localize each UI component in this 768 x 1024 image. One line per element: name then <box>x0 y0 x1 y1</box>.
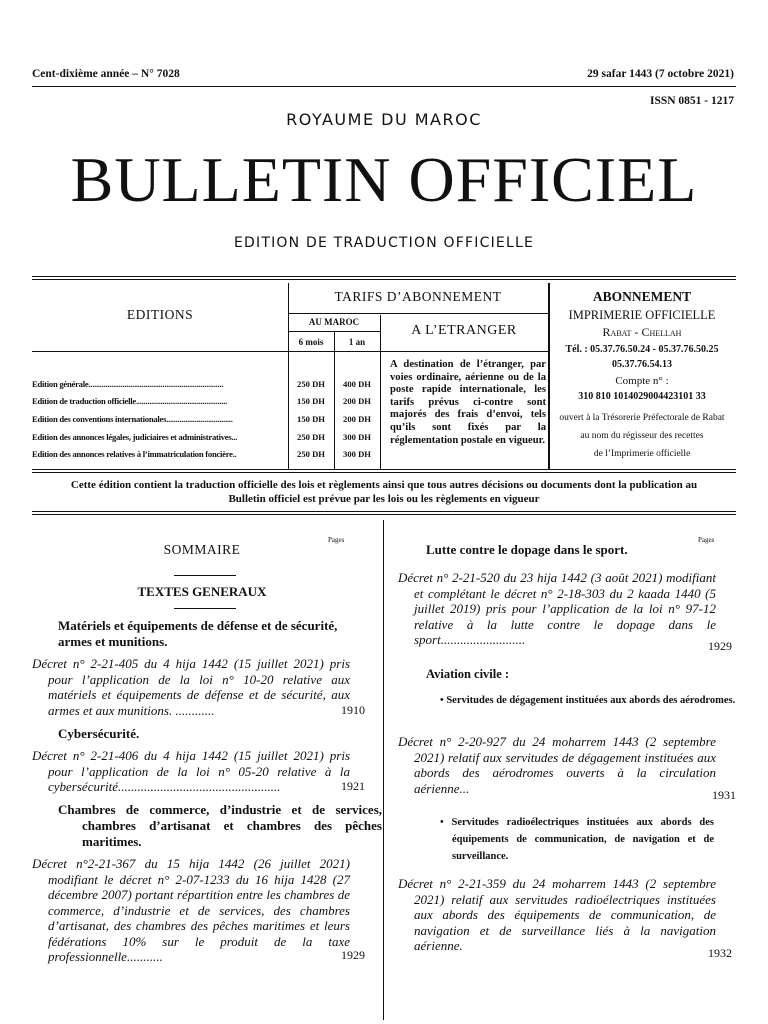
page-number: 1931 <box>712 788 736 802</box>
double-rule-bottom <box>32 511 736 515</box>
edition-row-name: Edition générale....................................................................... <box>32 379 224 389</box>
entry-decret-2-21-359: Décret n° 2-21-359 du 24 moharrem 1443 (2 septembre 2021) relatif aux servitudes radioélectriques instituées aux abords des équipements de communication, de navigation et de surveillance liés à la navigation aérienne. <box>398 876 716 953</box>
issn: ISSN 0851 - 1217 <box>649 95 734 107</box>
bullet-servitudes-degagement: • Servitudes de dégagement instituées aux abords des aérodromes. <box>440 695 736 706</box>
section-aviation: Aviation civile : <box>426 667 510 681</box>
abonnement-account-number: 310 810 1014029004423101 33 <box>578 391 706 402</box>
edition-row-name: Edition des annonces relatives à l’immatriculation foncière.. <box>32 449 237 459</box>
section-chambres: Chambres de commerce, d’industrie et de services, chambres d’artisanat et chambres des pêches maritimes. <box>58 802 382 849</box>
edition-row-six: 150 DH <box>297 396 325 406</box>
issue-number: Cent-dixième année – N° 7028 <box>32 68 180 80</box>
abonnement-tel2: 05.37.76.54.13 <box>612 359 672 370</box>
editions-heading: EDITIONS <box>126 307 194 322</box>
abonnement-heading: ABONNEMENT <box>592 289 692 304</box>
edition-row-name: Edition des annonces légales, judiciaires et administratives... <box>32 432 238 442</box>
edition-row-six: 150 DH <box>297 414 325 424</box>
entry-decret-2-21-405: Décret n° 2-21-405 du 4 hija 1442 (15 juillet 2021) pris pour l’application de la loi n° 10-20 relative aux matériels et équipements de défense et de sécurité, aux armes et aux munitions. ............ <box>32 656 350 718</box>
section-defense: Matériels et équipements de défense et de sécurité, armes et munitions. <box>58 618 338 649</box>
etranger-heading: A L’ETRANGER <box>411 323 517 338</box>
edition-row-six: 250 DH <box>297 379 325 389</box>
abonnement-imprimerie-officielle: de l’Imprimerie officielle <box>593 449 691 459</box>
page-number: 1932 <box>708 946 732 960</box>
abonnement-tel: Tél. : 05.37.76.50.24 - 05.37.76.50.25 <box>565 344 719 355</box>
pages-label: Pages <box>328 536 345 544</box>
au-maroc-heading: AU MAROC <box>308 317 360 327</box>
entry-decret-2-21-406: Décret n° 2-21-406 du 4 hija 1442 (15 juillet 2021) pris pour l’application de la loi n° 05-20 relative à la cybersécurité.................................................. <box>32 748 350 794</box>
kingdom-label: ROYAUME DU MAROC <box>286 110 482 129</box>
section-dopage: Lutte contre le dopage dans le sport. <box>426 542 628 557</box>
edition-row-name: Edition de traduction officielle................................................ <box>32 396 228 406</box>
tarifs-heading: TARIFS D’ABONNEMENT <box>334 289 502 304</box>
bullet-text: Servitudes de dégagement instituées aux abords des aérodromes. <box>446 695 736 706</box>
short-rule <box>174 608 236 609</box>
edition-row-six: 250 DH <box>297 449 325 459</box>
pages-label: Pages <box>698 536 715 544</box>
edition-row-year: 200 DH <box>343 396 371 406</box>
entry-decret-2-21-367: Décret n°2-21-367 du 15 hija 1442 (26 juillet 2021) modifiant le décret n° 2-07-1233 du 16 hija 1428 (27 décembre 2007) portant répartition entre les chambres de commerce, d’industrie et de services, des chambres d’artisanat, des chambres des pêches maritimes et leurs fédérations 10% sur le produit de la taxe professionnelle........... <box>32 856 350 964</box>
edition-row-name: Edition des conventions internationales................................... <box>32 414 233 424</box>
one-year-heading: 1 an <box>348 337 366 347</box>
page-number: 1921 <box>341 779 365 793</box>
page-title: BULLETIN OFFICIEL <box>70 144 698 215</box>
abonnement-city: Rabat - Chellah <box>602 325 682 339</box>
section-cybersecurite: Cybersécurité. <box>58 726 140 741</box>
edition-row-year: 200 DH <box>343 414 371 424</box>
sommaire-heading: SOMMAIRE <box>163 542 241 557</box>
edition-subtitle: EDITION DE TRADUCTION OFFICIELLE <box>233 235 535 251</box>
double-rule-mid <box>32 469 736 473</box>
short-rule <box>174 575 236 576</box>
abonnement-imprimerie: IMPRIMERIE OFFICIELLE <box>568 308 716 322</box>
edition-row-six: 250 DH <box>297 432 325 442</box>
entry-decret-2-21-520: Décret n° 2-21-520 du 23 hija 1442 (3 août 2021) modifiant et complétant le décret n° 2-18-303 du 2 kaada 1440 (5 juillet 2019) pris pour l’application de la loi n° 97-12 relative à la lutte contre le dopage dans le sport.......................... <box>398 570 716 647</box>
abonnement-regisseur: au nom du régisseur des recettes <box>580 431 704 441</box>
entry-decret-2-20-927: Décret n° 2-20-927 du 24 moharrem 1443 (2 septembre 2021) relatif aux servitudes de dégagement instituées aux abords des aérodromes ouverts à la circulation aérienne... <box>398 734 716 796</box>
edition-row-year: 300 DH <box>343 449 371 459</box>
abonnement-tresorerie: ouvert à la Trésorerie Préfectorale de Rabat <box>559 413 725 423</box>
etranger-text: A destination de l’étranger, par voies ordinaire, aérienne ou de la poste rapide internationale, les tarifs prévus ci-contre sont majorés des frais d’envoi, tels qu’ils sont fixés par la réglementation postale en vigueur. <box>390 359 546 446</box>
bullet-text: Servitudes radioélectriques instituées aux abords des équipements de communication, de navigation et de surveillance. <box>451 817 714 862</box>
textes-generaux-heading: TEXTES GENERAUX <box>137 584 267 599</box>
issue-date: 29 safar 1443 (7 octobre 2021) <box>587 68 734 80</box>
page-number: 1929 <box>708 639 732 653</box>
edition-row-year: 400 DH <box>343 379 371 389</box>
bullet-servitudes-radioelectriques: • Servitudes radioélectriques instituées aux abords des équipements de communication, de navigation et de surveillance. <box>440 817 714 862</box>
page-number: 1910 <box>341 703 365 717</box>
top-rule <box>32 86 736 87</box>
abonnement-compte-label: Compte n° : <box>615 375 669 387</box>
tarifs-table <box>32 283 736 469</box>
double-rule-top <box>32 276 736 280</box>
six-months-heading: 6 mois <box>298 337 324 347</box>
page-number: 1929 <box>341 948 365 962</box>
notice-text: Cette édition contient la traduction officielle des lois et règlements ainsi que tous autres décisions ou documents dont la publication au Bulletin officiel est prévue par les lois ou les règlements en vigueur <box>70 479 698 505</box>
edition-row-year: 300 DH <box>343 432 371 442</box>
column-divider <box>383 520 384 1020</box>
